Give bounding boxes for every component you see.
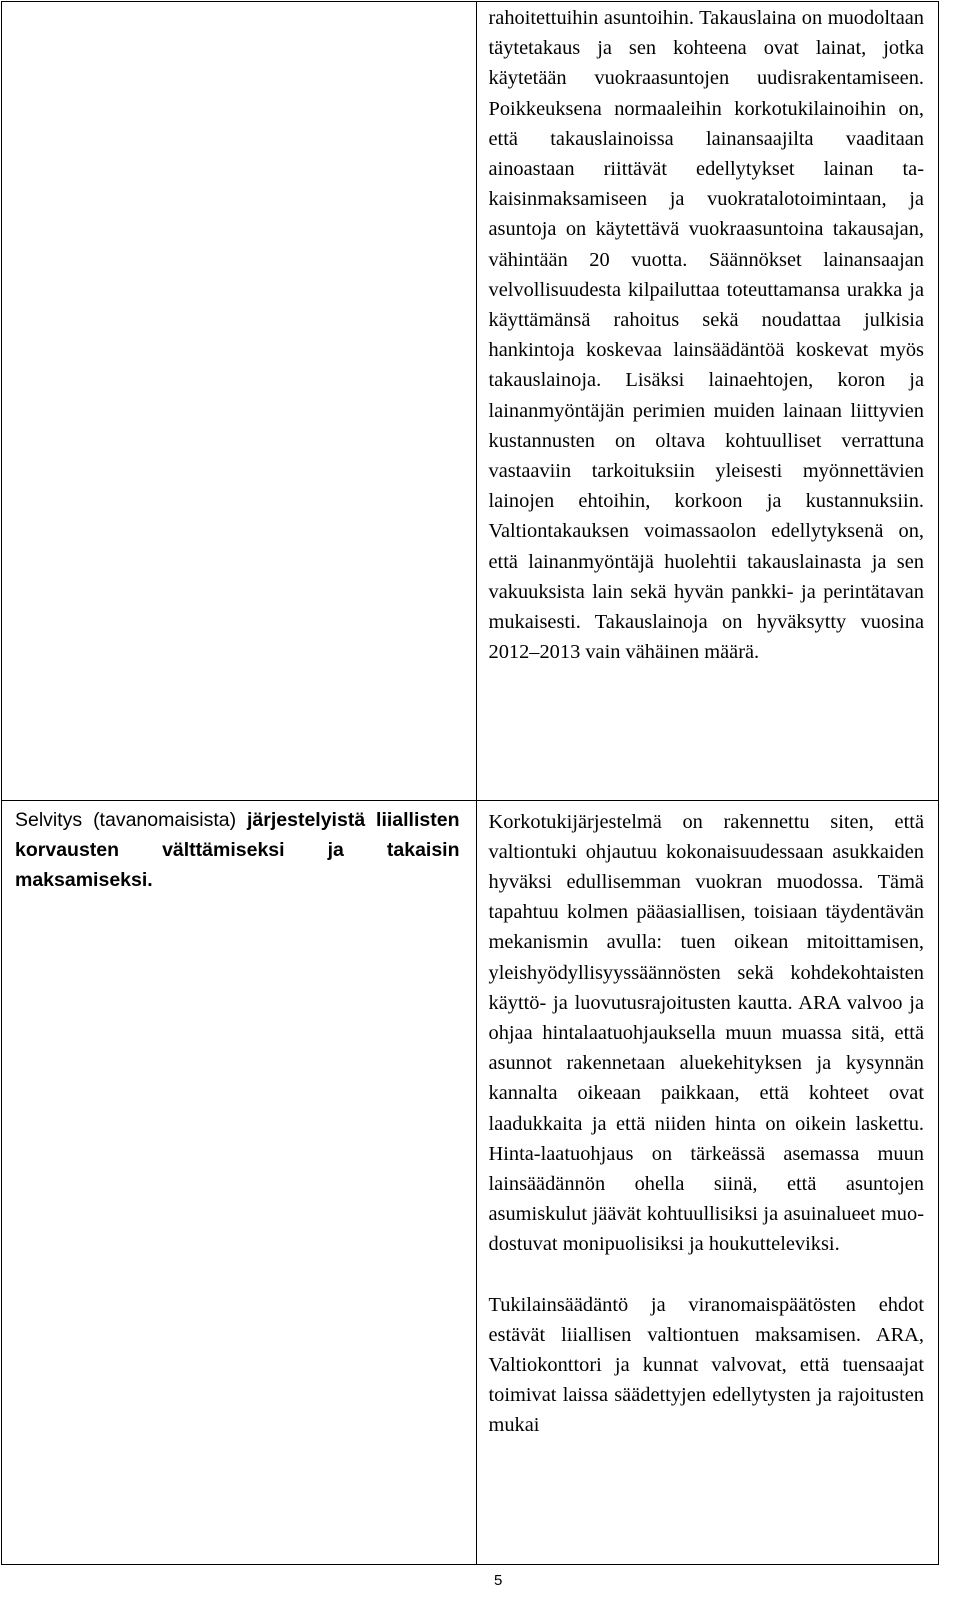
body-paragraph: Korkotukijärjestelmä on rakennettu siten, että valtiontuki ohjautuu kokonaisuudessaan asukkaiden hyväksi edullisemman vuokran muodossa. Tämä tapahtuu kolmen pääasiallisen, toisiaan täydentävän mekanismin avulla: tuen oikean mitoittamisen, yleishyödyllisyyssäännösten sekä kohdekohtaisten käyttö- ja luovutusrajoitusten kautta. ARA valvoo ja ohjaa hintalaatuohjauksella muun muassa sitä, että asunnot rakennetaan aluekehityksen ja kysynnän kannalta oikeaan paikkaan, että kohteet ovat laadukkaita ja että niiden hinta on oikein laskettu. Hinta-laatuohjaus on tärkeässä asemassa muun lainsäädännön ohella siinä, että asuntojen asumiskulut jäävät kohtuullisiksi ja asuinalueet muodostuvat monipuolisiksi ja houkutteleviksi.: [488, 810, 924, 1256]
row-label-normal: Selvitys (tavanomaisista): [15, 808, 247, 831]
row-label-bold: järjestelyistä liiallisten korvausten välttämiseksi ja takaisin maksamiseksi.: [15, 808, 460, 891]
page-number: 5: [494, 1572, 503, 1589]
table-row: [2, 2, 939, 801]
row-label: [15, 805, 460, 896]
body-paragraph: rahoitettuihin asuntoihin. Takauslaina on muodoltaan täytetakaus ja sen kohteena ovat lainat, jotka käytetään vuokraasuntojen uudisrakentamiseen. Poikkeuksena normaaleihin korkotukilainoihin on, että takauslainoissa lainansaajilta vaaditaan ainoastaan riittävät edellytykset lainan takaisinmaksamiseen ja vuokratalotoimintaan, ja asuntoja on käytettävä vuokraasuntoina takausajan, vähintään 20 vuotta. Säännökset lainansaajan velvollisuudesta kilpailuttaa toteuttamansa urakka ja käyttämänsä rahoitus sekä noudattaa julkisia hankintoja koskevaa lainsäädäntöä koskevat myös takauslainoja. Lisäksi lainaehtojen, koron ja lainanmyöntäjän perimien muiden lainaan liittyvien kustannusten on oltava kohtuulliset verrattuna vastaaviin tarkoituksiin yleisesti myönnettävien lainojen ehtoihin, korkoon ja kustannuksiin. Valtiontakauksen voimassaolon edellytyksenä on, että lainanmyöntäjä huolehtii takauslainasta ja sen vakuuksista lain sekä hyvän pankki- ja perintätavan mukaisesti. Takauslainoja on hyväksytty vuosina 2012–2013 vain vähäinen määrä.: [488, 7, 924, 664]
table-cell-right: [476, 800, 939, 1565]
table-row: [2, 800, 939, 1565]
table-cell-left-empty: [2, 2, 477, 801]
document-table: [1, 1, 939, 1565]
body-paragraph: Tukilainsäädäntö ja viranomaispäätösten ehdot estävät liiallisen valtiontuen maksamisen. ARA, Valtiokonttori ja kunnat valvovat, että tuensaajat toimivat laissa säädettyjen edellytysten ja rajoitusten mukai: [488, 1293, 924, 1437]
table-cell-right: [476, 2, 939, 801]
table-cell-left: [2, 800, 477, 1565]
